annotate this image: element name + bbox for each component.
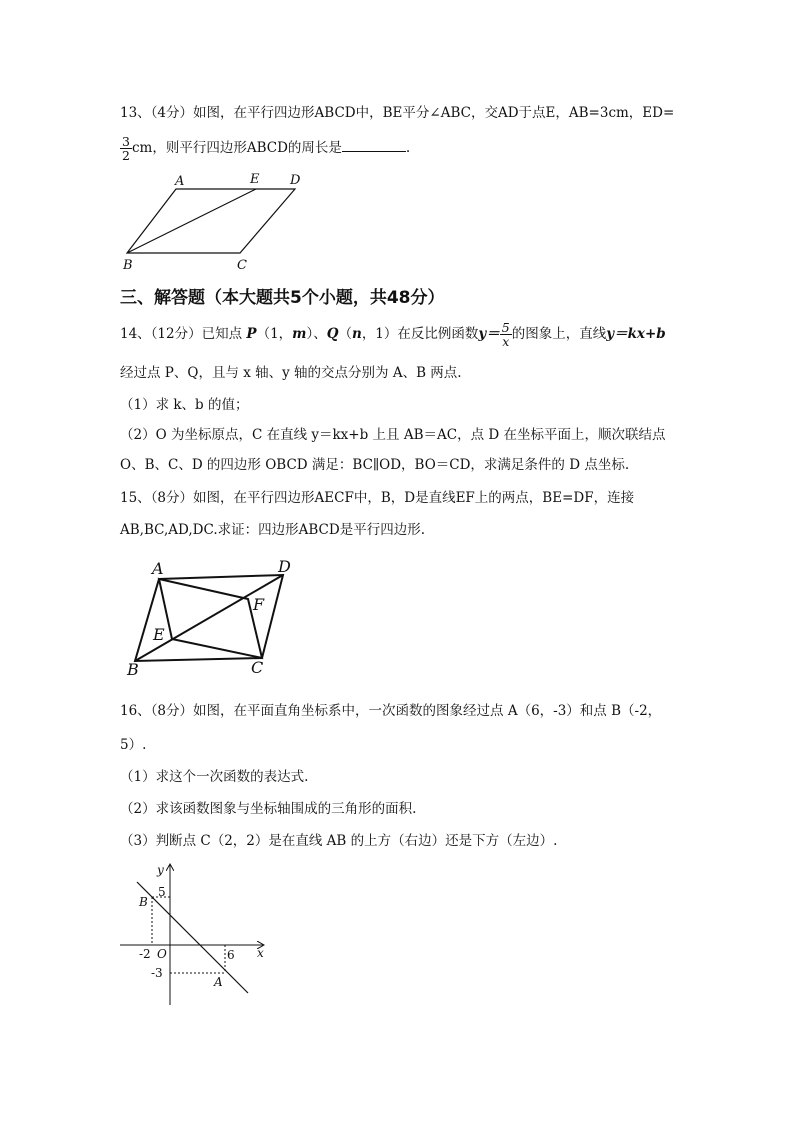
q14-text-1: 已知点 [201, 326, 247, 342]
q13-label-a: A [175, 174, 185, 189]
q15-label-b: B [127, 660, 139, 679]
q14-point-q: Q [326, 326, 339, 342]
q16-label-6: 6 [227, 948, 235, 962]
q14-sub1: （1）求 k、b 的值； [120, 397, 249, 413]
q14-line-equation: y＝kx+b [606, 326, 666, 342]
q14-number: 14、 [120, 326, 151, 342]
q16-score: （8分） [150, 703, 194, 719]
q13-label-d: D [290, 173, 301, 188]
q15-label-a: A [152, 559, 164, 578]
q15-text-a: 如图，在平行四边形AECF中，B，D是直线EF上的两点，BE=DF，连接 [193, 490, 635, 506]
q13-answer-blank [342, 139, 406, 152]
q14-line2: 经过点 P、Q，且与 x 轴、y 轴的交点分别为 A、B 两点. [120, 365, 462, 381]
q14-y-equals: y＝ [478, 326, 500, 342]
q14-text-6: 的图象上，直线 [511, 326, 607, 342]
q16-sub2: （2）求该函数图象与坐标轴围成的三角形的面积. [120, 801, 417, 817]
q16-label-b: B [139, 895, 148, 909]
q14-frac-den: x [502, 334, 510, 349]
q15-label-c: C [251, 658, 264, 677]
q16-line1 [120, 702, 661, 720]
q14-line1 [120, 312, 666, 356]
q15-label-f: F [253, 595, 265, 614]
q15-label-e: E [153, 625, 165, 644]
q15-parallelogram-figure [120, 555, 310, 685]
q14-fraction [500, 321, 512, 348]
q16-label-a: A [214, 975, 223, 989]
q13-fraction [120, 135, 132, 162]
q16-label-y: y [157, 863, 164, 877]
q13-segment-be [127, 189, 256, 253]
q13-parallelogram-abcd [127, 189, 295, 253]
section-3-title: 三、解答题（本大题共5个小题，共48分） [120, 288, 445, 308]
q14-var-n: n [351, 326, 362, 342]
q13-score: （4分） [150, 105, 194, 121]
q16-coordinate-figure [115, 860, 275, 1010]
q15-label-d: D [278, 557, 291, 576]
q16-line2: 5）. [120, 737, 147, 753]
q13-label-b: B [123, 258, 133, 273]
q13-line2 [120, 128, 410, 168]
q14-text-2: （1， [256, 326, 293, 342]
q16-number: 16、 [120, 703, 151, 719]
q14-var-m: m [292, 326, 307, 342]
q13-frac-den: 2 [122, 148, 130, 163]
q13-label-c: C [237, 258, 247, 273]
q15-line2: AB,BC,AD,DC.求证：四边形ABCD是平行四边形. [120, 522, 425, 538]
q16-label-x: x [257, 946, 264, 960]
q13-line1 [120, 104, 674, 122]
q14-score: （12分） [150, 326, 202, 342]
q16-label-origin: O [157, 947, 167, 961]
q15-parallelogram-aecf [159, 579, 262, 658]
q13-frac-num: 3 [122, 134, 130, 149]
q14-text-5: ，1）在反比例函数 [361, 326, 479, 342]
q13-text-a: 如图，在平行四边形ABCD中，BE平分∠ABC，交AD于点E，AB=3cm，ED= [193, 105, 675, 121]
q13-text-c: . [405, 140, 411, 156]
q13-text-b: cm，则平行四边形ABCD的周长是 [131, 140, 342, 156]
q13-parallelogram-figure [115, 170, 315, 275]
q14-frac-num: 5 [501, 320, 510, 335]
q16-label-neg2: -2 [139, 947, 151, 961]
q15-number: 15、 [120, 490, 151, 506]
q14-sub2-line1: （2）O 为坐标原点，C 在直线 y＝kx+b 上且 AB＝AC，点 D 在坐标平面上，顺次联结点 [120, 427, 666, 443]
q14-point-p: P [246, 326, 257, 342]
q16-sub3: （3）判断点 C（2，2）是在直线 AB 的上方（右边）还是下方（左边）. [120, 833, 558, 849]
q14-sub2-line2: O、B、C、D 的四边形 OBCD 满足：BC∥OD，BO＝CD，求满足条件的 D 点坐标. [120, 457, 630, 473]
q16-sub1: （1）求这个一次函数的表达式. [120, 769, 309, 785]
q15-score: （8分） [150, 490, 194, 506]
q16-label-neg3: -3 [151, 966, 163, 980]
q16-text-a: 如图，在平面直角坐标系中，一次函数的图象经过点 A（6，-3）和点 B（-2， [193, 703, 662, 719]
q15-line1 [120, 489, 634, 507]
q13-number: 13、 [120, 105, 151, 121]
q14-text-3: ）、 [306, 326, 327, 342]
q13-label-e: E [250, 172, 260, 187]
q16-label-5: 5 [158, 885, 166, 899]
q14-text-4: （ [338, 326, 352, 342]
